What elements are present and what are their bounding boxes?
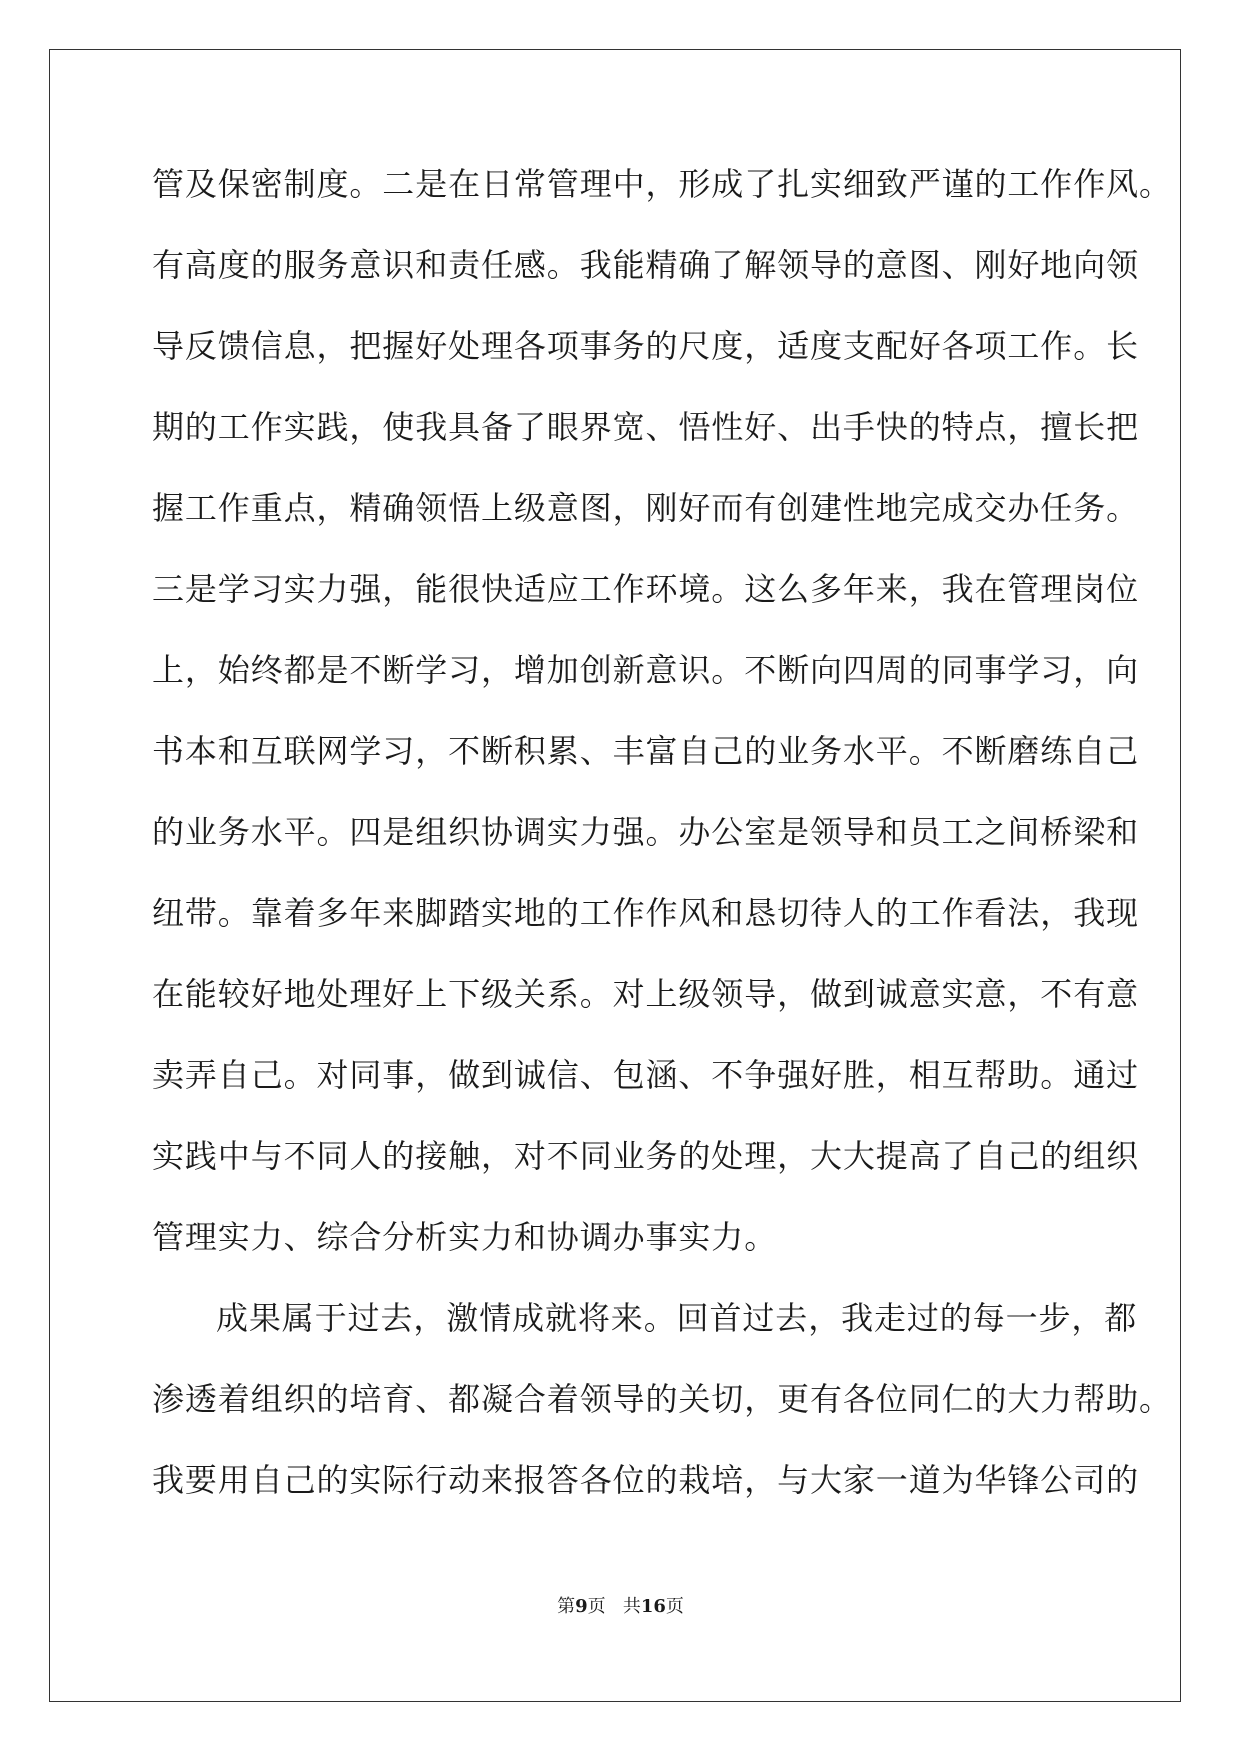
document-body bbox=[152, 144, 1172, 1521]
total-prefix: 共 bbox=[622, 1596, 641, 1617]
text-line: 实践中与不同人的接触，对不同业务的处理，大大提高了自己的组织 bbox=[152, 1137, 1140, 1175]
text-line: 有高度的服务意识和责任感。我能精确了解领导的意图、刚好地向领 bbox=[152, 246, 1140, 284]
paragraph-first-line: 成果属于过去，激情成就将来。回首过去，我走过的每一步，都 bbox=[216, 1299, 1138, 1337]
text-line: 书本和互联网学习，不断积累、丰富自己的业务水平。不断磨练自己 bbox=[152, 732, 1140, 770]
text-line: 三是学习实力强，能很快适应工作环境。这么多年来，我在管理岗位 bbox=[152, 570, 1140, 608]
text-line: 期的工作实践，使我具备了眼界宽、悟性好、出手快的特点，擅长把 bbox=[152, 408, 1140, 446]
text-line: 管及保密制度。二是在日常管理中，形成了扎实细致严谨的工作作风。 bbox=[152, 165, 1172, 203]
text-line: 的业务水平。四是组织协调实力强。办公室是领导和员工之间桥梁和 bbox=[152, 813, 1140, 851]
text-line: 渗透着组织的培育、都凝合着领导的关切，更有各位同仁的大力帮助。 bbox=[152, 1380, 1172, 1418]
text-line: 卖弄自己。对同事，做到诚信、包涵、不争强好胜，相互帮助。通过 bbox=[152, 1056, 1140, 1094]
total-suffix: 页 bbox=[665, 1596, 684, 1617]
page-number: 9 bbox=[575, 1596, 588, 1617]
page-prefix: 第 bbox=[557, 1596, 576, 1617]
text-line: 在能较好地处理好上下级关系。对上级领导，做到诚意实意，不有意 bbox=[152, 975, 1140, 1013]
text-line: 管理实力、综合分析实力和协调办事实力。 bbox=[152, 1218, 778, 1256]
text-line: 纽带。靠着多年来脚踏实地的工作作风和恳切待人的工作看法，我现 bbox=[152, 894, 1140, 932]
text-line: 我要用自己的实际行动来报答各位的栽培，与大家一道为华锋公司的 bbox=[152, 1461, 1140, 1499]
text-line: 上，始终都是不断学习，增加创新意识。不断向四周的同事学习，向 bbox=[152, 651, 1140, 689]
text-line: 握工作重点，精确领悟上级意图，刚好而有创建性地完成交办任务。 bbox=[152, 489, 1140, 527]
total-pages: 16 bbox=[640, 1596, 666, 1617]
page-footer bbox=[0, 1592, 1241, 1618]
page-suffix: 页 bbox=[587, 1596, 606, 1617]
text-line: 导反馈信息，把握好处理各项事务的尺度，适度支配好各项工作。长 bbox=[152, 327, 1140, 365]
